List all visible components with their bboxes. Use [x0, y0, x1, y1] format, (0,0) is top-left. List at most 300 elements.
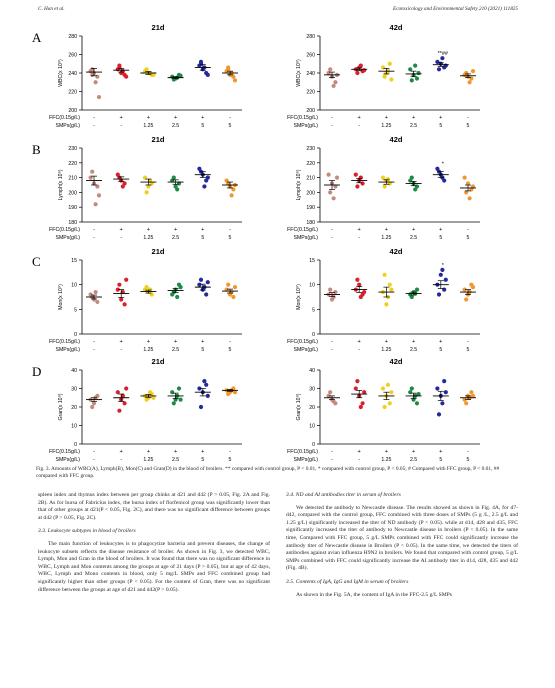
panel-c-42d-smps-mark: -: [358, 347, 361, 353]
panel-a-42d-data-point: [362, 68, 366, 72]
panel-a-21d-smps-label: SMPs(g/L): [55, 123, 80, 129]
panel-a-21d-data-point: [124, 75, 128, 79]
panel-b-42d-ffc-mark: +: [411, 227, 416, 233]
panel-c-21d-data-point: [206, 280, 210, 284]
panel-d-42d-y-tick-label: 10: [309, 423, 315, 430]
panel-d-42d-data-point: [440, 401, 444, 405]
panel-c-21d-smps-mark: 1.25: [143, 347, 154, 353]
panel-d-42d-ffc-mark: -: [467, 449, 469, 455]
panel-b-42d-ffc-mark: -: [331, 227, 333, 233]
panel-a-21d-y-tick-label: 200: [68, 108, 77, 114]
panel-b-42d-y-tick-label: 180: [306, 220, 315, 226]
panel-d-42d-y-tick-label: 20: [309, 405, 315, 411]
panel-d-42d-data-point: [381, 386, 385, 390]
panel-b-21d-data-point: [172, 176, 176, 180]
panel-a-42d-data-point: [388, 62, 392, 66]
panel-c-42d-y-tick-label: 0: [312, 332, 315, 338]
panel-c-42d-ffc-mark: +: [411, 339, 416, 345]
panel-c-21d-data-point: [231, 295, 235, 299]
panel-b-42d-data-point: [355, 184, 359, 188]
panel-b-21d-ffc-mark: -: [229, 227, 231, 233]
panel-d-21d-y-tick-label: 30: [71, 386, 77, 393]
panel-a-42d-data-point: [408, 67, 412, 71]
panel-b-42d-title: 42d: [389, 135, 403, 144]
panel-d-21d-ffc-mark: +: [201, 449, 205, 455]
panel-d-21d-y-tick-label: 20: [71, 405, 77, 411]
panel-d-42d-ffc-mark: +: [439, 449, 443, 455]
panel-a-42d-title: 42d: [389, 23, 403, 32]
panel-a-42d-ffc-label: FFC(0.15g/L): [287, 115, 318, 121]
panel-c-21d-data-point: [94, 290, 98, 294]
panel-d-42d-data-point: [415, 401, 419, 405]
panel-a-21d-y-tick-label: 260: [68, 52, 77, 59]
panel-a-42d-smps-mark: -: [358, 123, 361, 129]
panel-d-21d-y-tick-label: 0: [74, 442, 77, 448]
panel-d-42d-data-point: [386, 383, 390, 387]
panel-d-42d-smps-mark: -: [331, 457, 333, 463]
panel-d-42d-smps-mark: 1.25: [381, 457, 392, 463]
panel-b-42d-ffc-mark: +: [357, 227, 361, 233]
panel-a-42d-smps-label: SMPs(g/L): [293, 123, 318, 129]
panel-a-42d-data-point: [383, 75, 387, 79]
panel-d-42d-ffc-mark: +: [411, 449, 416, 455]
panel-b-42d-data-point: [463, 176, 467, 180]
panel-d-21d-smps-mark: 2.5: [171, 457, 180, 463]
panel-c-21d-ffc-mark: +: [146, 339, 151, 345]
panel-b-42d-data-point: [327, 173, 331, 177]
panel-d-42d-ffc-mark: +: [357, 449, 361, 455]
panel-a-42d-y-tick-label: 200: [306, 108, 315, 114]
panel-d-21d-data-point: [226, 392, 230, 396]
panel-d-42d-data-point: [410, 386, 414, 390]
panel-d-42d-data-point: [469, 390, 473, 394]
panel-a-21d-data-point: [206, 73, 210, 77]
panel-a-42d-y-tick-label: 220: [306, 89, 315, 96]
panel-a-21d-data-point: [95, 75, 99, 79]
panel-b-42d-data-point: [413, 187, 417, 191]
panel-c-42d-data-point: [362, 290, 366, 294]
panel-d-21d-data-point: [148, 390, 152, 394]
panel-c-42d-ffc-mark: +: [384, 339, 389, 345]
panel-c-21d-ffc-mark: -: [93, 339, 95, 345]
panel-c-21d-data-point: [95, 300, 99, 304]
panel-d-21d-data-point: [202, 379, 206, 383]
panel-d-21d-smps-mark: 5: [201, 457, 205, 463]
panel-c-21d-data-point: [119, 297, 123, 301]
panel-a-42d-smps-mark: 2.5: [409, 123, 418, 129]
panel-d-42d-smps-mark: 5: [439, 457, 443, 463]
panel-d-42d-data-point: [444, 390, 448, 394]
panel-b-42d-data-point: [361, 181, 365, 185]
panel-c-21d-smps-mark: 5: [201, 347, 205, 353]
panel-b-21d-smps-label: SMPs(g/L): [55, 235, 80, 241]
panel-b-21d-ffc-mark: +: [201, 227, 205, 233]
panel-c-42d-y-tick-label: 5: [312, 307, 315, 314]
panel-c-42d-y-label: Mon(x 10⁹): [296, 284, 302, 310]
panel-b-42d-y-tick-label: 190: [306, 205, 315, 212]
panel-c-42d-y-tick-label: 15: [309, 258, 315, 264]
panel-b-21d-smps-mark: 1.25: [143, 235, 154, 241]
panel-a-42d-data-point: [469, 76, 473, 80]
panel-c-42d-data-point: [328, 288, 332, 292]
panel-c-42d-smps-mark: 5: [439, 347, 443, 353]
panel-b-21d-y-tick-label: 210: [68, 175, 77, 182]
panel-d-42d-y-label: Gran(x 10⁹): [296, 393, 302, 421]
panel-b-21d-ffc-label: FFC(0.15g/L): [49, 227, 80, 233]
panel-c-21d-smps-mark: 5: [228, 347, 232, 353]
panel-b-42d-ffc-label: FFC(0.15g/L): [287, 227, 318, 233]
panel-c-21d-y-tick-label: 15: [71, 258, 77, 264]
panel-c-42d-title: 42d: [389, 247, 403, 256]
panel-b-21d-y-tick-label: 220: [68, 160, 77, 167]
panel-d-21d-data-point: [206, 394, 210, 398]
panel-a-21d-smps-mark: -: [93, 123, 95, 129]
panel-b-42d-y-tick-label: 200: [306, 190, 315, 197]
panel-d-21d-data-point: [145, 398, 149, 402]
panel-a-42d-ffc-mark: +: [439, 115, 443, 121]
panel-b-42d-smps-mark: 5: [439, 235, 443, 241]
panel-b-42d-data-point: [328, 190, 332, 194]
panel-c-42d-data-point: [471, 285, 475, 289]
panel-a-42d-data-point: [410, 78, 414, 82]
panel-d-21d-data-point: [204, 383, 208, 387]
panel-c-21d-data-point: [197, 283, 201, 287]
panel-c-21d-y-tick-label: 5: [74, 307, 77, 314]
figure-caption: [36, 466, 518, 480]
panel-b-21d-data-point: [94, 202, 98, 206]
panel-b-42d-y-tick-label: 230: [306, 146, 315, 152]
panel-c-42d-data-point: [384, 302, 388, 306]
panel-c-21d-data-point: [124, 278, 128, 282]
panel-d-21d-smps-mark: -: [93, 457, 95, 463]
figure-3-chart-svg: [30, 18, 520, 466]
panel-d-42d-ffc-mark: +: [384, 449, 389, 455]
panel-d-21d-smps-mark: 5: [228, 457, 232, 463]
panel-a-21d-smps-mark: 5: [228, 123, 232, 129]
panel-c-21d-data-point: [233, 285, 237, 289]
panel-a-21d-data-point: [97, 95, 101, 99]
panel-c-42d-data-point: [442, 288, 446, 292]
panel-d-42d-data-point: [442, 379, 446, 383]
panel-c-42d-y-tick-label: 10: [309, 282, 315, 289]
right-column-body-paragraph-2: As shown in the Fig. 5A, the content of IgA in the FFC-2.5 g/L SMPs: [296, 591, 452, 598]
panel-c-42d-ffc-mark: -: [467, 339, 469, 345]
panel-a-21d-data-point: [233, 78, 237, 82]
panel-d-42d-y-tick-label: 30: [309, 386, 315, 393]
panel-b-42d-ffc-mark: +: [439, 227, 443, 233]
panel-b-21d-smps-mark: 5: [201, 235, 205, 241]
panel-b-42d-data-point: [354, 173, 358, 177]
left-text-column: [38, 492, 270, 594]
panel-letter-a: A: [32, 30, 42, 45]
panel-a-42d-data-point: [413, 64, 417, 68]
panel-b-42d-y-label: Lymph(x 10⁹): [296, 169, 302, 201]
panel-a-21d-ffc-mark: +: [201, 115, 205, 121]
panel-a-42d-data-point: [333, 80, 337, 84]
panel-d-42d-data-point: [355, 379, 359, 383]
panel-a-42d-smps-mark: -: [331, 123, 333, 129]
panel-a-42d-data-point: [468, 80, 472, 84]
panel-d-42d-y-tick-label: 0: [312, 442, 315, 448]
panel-a-21d-y-tick-label: 220: [68, 89, 77, 96]
panel-d-21d-data-point: [123, 401, 127, 405]
panel-c-42d-data-point: [359, 295, 363, 299]
panel-d-42d-data-point: [332, 399, 336, 403]
panel-a-42d-data-point: [328, 67, 332, 71]
figure-caption-label: Fig. 3.: [36, 466, 50, 472]
panel-b-42d-ffc-mark: -: [467, 227, 469, 233]
panel-a-42d-y-tick-label: 240: [306, 71, 315, 77]
panel-d-21d-data-point: [199, 405, 203, 409]
panel-c-21d-data-point: [117, 283, 121, 287]
panel-d-42d-data-point: [328, 390, 332, 394]
panel-d-42d-data-point: [383, 405, 387, 409]
panel-b-21d-data-point: [206, 176, 210, 180]
panel-c-42d-ffc-mark: +: [357, 339, 361, 345]
panel-a-21d-smps-mark: 1.25: [143, 123, 154, 129]
panel-a-42d-smps-mark: 5: [439, 123, 443, 129]
panel-c-21d-ffc-mark: +: [173, 339, 178, 345]
panel-c-21d-y-tick-label: 10: [71, 282, 77, 289]
panel-b-21d-data-point: [230, 193, 234, 197]
panel-b-21d-y-tick-label: 180: [68, 220, 77, 226]
panel-c-42d-significance-mark: *: [441, 262, 444, 269]
panel-b-42d-smps-mark: 1.25: [381, 235, 392, 241]
panel-a-42d-y-label: WBC(x 10⁹): [296, 59, 302, 87]
panel-d-21d-data-point: [116, 390, 120, 394]
panel-b-42d-smps-mark: 2.5: [409, 235, 418, 241]
panel-letter-b: B: [32, 142, 41, 157]
left-column-intro-paragraph: spleen index and thymus index between per group chinks at d21 and d42 (P > 0.05, Fig. 2A and Fig. 2B). As for bursa of Fabricius index, the bursa index of florfenicol group was significantly lower than that of other groups at d21(P < 0.05, Fig. 2C), and there was no significant difference between groups at d42 (P > 0.05, Fig. 2C).: [38, 492, 270, 521]
panel-b-21d-smps-mark: 5: [228, 235, 232, 241]
panel-d-42d-data-point: [389, 390, 393, 394]
panel-b-21d-smps-mark: -: [120, 235, 123, 241]
panel-c-42d-data-point: [410, 295, 414, 299]
panel-a-42d-ffc-mark: -: [331, 115, 333, 121]
panel-a-42d-ffc-mark: +: [357, 115, 361, 121]
panel-c-21d-ffc-label: FFC(0.15g/L): [49, 339, 80, 345]
panel-a-42d-ffc-mark: +: [411, 115, 416, 121]
panel-a-21d-ffc-mark: -: [93, 115, 95, 121]
panel-c-42d-smps-label: SMPs(g/L): [293, 347, 318, 353]
panel-d-21d-data-point: [172, 401, 176, 405]
panel-c-21d-title: 21d: [151, 247, 165, 256]
panel-d-21d-data-point: [92, 401, 96, 405]
panel-d-42d-data-point: [437, 412, 441, 416]
panel-d-21d-title: 21d: [151, 357, 165, 366]
panel-a-42d-significance-mark: **##: [437, 51, 449, 58]
panel-d-42d-data-point: [359, 405, 363, 409]
panel-b-42d-data-point: [335, 176, 339, 180]
panel-a-42d-data-point: [381, 65, 385, 69]
panel-a-21d-y-label: WBC(x 10⁹): [58, 59, 64, 87]
panel-d-21d-smps-mark: -: [120, 457, 123, 463]
panel-letter-c: C: [32, 254, 41, 269]
panel-c-21d-data-point: [226, 283, 230, 287]
section-heading-3-5: 3.5. Contents of IgA, IgG and IgM in serum of broilers: [286, 578, 409, 585]
panel-a-42d-data-point: [359, 64, 363, 68]
panel-c-21d-data-point: [204, 292, 208, 296]
panel-c-42d-smps-mark: 5: [466, 347, 470, 353]
panel-b-21d-y-label: Lymph(x 10⁹): [58, 169, 64, 201]
panel-d-21d-data-point: [177, 386, 181, 390]
right-column-body-paragraph-1: We detected the antibody to Newcastle disease. The results showed as shown in Fig. 4A, for d7-d42, compared with the control group, FFC combined with three doses of SMPs (5 g /L, 2.5 g/L and 1.25 g/L) significantly increased the titer of ND antibody (P < 0.05). while at d14, d28 and d35, FFC significantly increased the titer of antibody to Newcastle disease in broilers (P < 0.05). In the same time, Compared with FFC group, 5 g/L SMPs combined with FFC could significantly increase the antibody titer of Newcastle disease in Broilers (P < 0.05). In the same time, we detected the titers of antibodies against avian influenza H9N2 in broilers. We found that compared with control group, 5 g/L SMPs combined with FFC could significantly increase the AI antibody titer in d14, d28, d35 and d42 (Fig. 4B).: [286, 504, 518, 572]
panel-b-42d-smps-label: SMPs(g/L): [293, 235, 318, 241]
panel-d-21d-smps-mark: 1.25: [143, 457, 154, 463]
panel-c-21d-y-label: Mon(x 10⁹): [58, 284, 64, 310]
figure-3-scatter-panels: [30, 18, 520, 486]
panel-c-42d-data-point: [355, 278, 359, 282]
panel-a-42d-data-point: [471, 69, 475, 73]
panel-b-21d-data-point: [175, 187, 179, 191]
panel-a-21d-smps-mark: 5: [201, 123, 205, 129]
panel-d-42d-smps-mark: 2.5: [409, 457, 418, 463]
panel-c-21d-data-point: [179, 285, 183, 289]
panel-b-42d-data-point: [332, 196, 336, 200]
panel-a-21d-smps-mark: 2.5: [171, 123, 180, 129]
panel-d-21d-ffc-mark: +: [146, 449, 151, 455]
panel-a-21d-ffc-label: FFC(0.15g/L): [49, 115, 80, 121]
panel-b-21d-data-point: [97, 193, 101, 197]
panel-a-21d-y-tick-label: 240: [68, 71, 77, 77]
section-heading-3-4: 3.4. ND and AI antibodies titer in serum of broilers: [286, 492, 401, 498]
panel-c-21d-y-tick-label: 0: [74, 332, 77, 338]
panel-a-42d-data-point: [355, 71, 359, 75]
panel-b-42d-data-point: [383, 184, 387, 188]
panel-c-42d-data-point: [383, 273, 387, 277]
panel-c-21d-ffc-mark: -: [229, 339, 231, 345]
panel-a-42d-data-point: [417, 71, 421, 75]
panel-c-42d-data-point: [437, 292, 441, 296]
panel-a-42d-ffc-mark: +: [384, 115, 389, 121]
panel-c-21d-ffc-mark: +: [201, 339, 205, 345]
section-heading-3-3: 3.3. Leukocyte subtypes in blood of broilers: [38, 528, 136, 535]
panel-b-21d-ffc-mark: +: [173, 227, 178, 233]
panel-a-21d-data-point: [145, 67, 149, 71]
panel-a-42d-smps-mark: 1.25: [381, 123, 392, 129]
panel-d-21d-ffc-mark: +: [119, 449, 123, 455]
panel-a-42d-y-tick-label: 260: [306, 52, 315, 59]
figure-caption-text: Amounts of WBC(A), Lymph(B), Mon(C) and Gran(D) in the blood of broilers. ** compared with control group, P < 0.01, * compared with control group, P < 0.05; # Compared with FFC group, P < 0.01, ## compared with FFC group.: [36, 466, 500, 479]
panel-c-42d-ffc-mark: +: [439, 339, 443, 345]
panel-d-42d-y-tick-label: 40: [309, 368, 315, 374]
panel-c-42d-data-point: [439, 273, 443, 277]
panel-c-21d-data-point: [145, 285, 149, 289]
panel-a-21d-title: 21d: [151, 23, 165, 32]
panel-c-42d-data-point: [333, 290, 337, 294]
panel-c-21d-data-point: [123, 302, 127, 306]
panel-b-42d-significance-mark: *: [441, 161, 444, 168]
panel-d-42d-title: 42d: [389, 357, 403, 366]
panel-a-42d-data-point: [444, 64, 448, 68]
panel-b-21d-title: 21d: [151, 135, 165, 144]
panel-b-21d-ffc-mark: -: [93, 227, 95, 233]
panel-c-42d-smps-mark: 2.5: [409, 347, 418, 353]
panel-b-42d-y-tick-label: 210: [306, 175, 315, 182]
panel-d-42d-ffc-label: FFC(0.15g/L): [287, 449, 318, 455]
panel-a-21d-data-point: [231, 75, 235, 79]
panel-b-21d-data-point: [90, 170, 94, 174]
panel-c-21d-smps-label: SMPs(g/L): [55, 347, 80, 353]
panel-c-21d-smps-mark: -: [120, 347, 123, 353]
panel-d-21d-ffc-mark: -: [229, 449, 231, 455]
panel-d-21d-data-point: [124, 386, 128, 390]
panel-a-42d-data-point: [332, 84, 336, 88]
panel-d-21d-y-label: Gran(x 10⁹): [58, 393, 64, 421]
panel-a-21d-ffc-mark: -: [229, 115, 231, 121]
panel-c-21d-smps-mark: -: [93, 347, 95, 353]
panel-c-21d-smps-mark: 2.5: [171, 347, 180, 353]
panel-c-42d-ffc-mark: -: [331, 339, 333, 345]
panel-c-21d-ffc-mark: +: [119, 339, 123, 345]
panel-c-21d-data-point: [175, 295, 179, 299]
panel-b-42d-y-tick-label: 220: [306, 160, 315, 167]
panel-b-42d-data-point: [468, 196, 472, 200]
panel-d-42d-ffc-mark: -: [331, 449, 333, 455]
panel-a-21d-data-point: [117, 64, 121, 68]
panel-a-42d-ffc-mark: -: [467, 115, 469, 121]
right-text-column: [286, 492, 518, 599]
panel-d-21d-ffc-mark: -: [93, 449, 95, 455]
panel-a-21d-data-point: [94, 80, 98, 84]
panel-c-42d-data-point: [357, 283, 361, 287]
panel-b-21d-data-point: [202, 184, 206, 188]
panel-b-42d-data-point: [410, 176, 414, 180]
panel-c-42d-data-point: [388, 283, 392, 287]
panel-d-42d-data-point: [388, 401, 392, 405]
panel-d-21d-y-tick-label: 40: [71, 368, 77, 374]
panel-b-42d-smps-mark: 5: [466, 235, 470, 241]
panel-b-21d-ffc-mark: +: [146, 227, 151, 233]
panel-d-42d-data-point: [361, 401, 365, 405]
panel-d-21d-smps-label: SMPs(g/L): [55, 457, 80, 463]
panel-b-21d-y-tick-label: 200: [68, 190, 77, 197]
panel-b-21d-y-tick-label: 190: [68, 205, 77, 212]
panel-d-21d-data-point: [170, 390, 174, 394]
panel-d-21d-ffc-mark: +: [173, 449, 178, 455]
running-header-authors: C. Han et al.: [38, 6, 65, 12]
panel-a-42d-data-point: [437, 67, 441, 71]
panel-a-21d-ffc-mark: +: [146, 115, 151, 121]
panel-b-21d-data-point: [145, 190, 149, 194]
panel-d-42d-data-point: [435, 386, 439, 390]
panel-b-42d-smps-mark: -: [358, 235, 361, 241]
panel-a-21d-ffc-mark: +: [119, 115, 123, 121]
panel-d-42d-data-point: [408, 390, 412, 394]
panel-b-42d-data-point: [381, 176, 385, 180]
panel-d-42d-smps-label: SMPs(g/L): [293, 457, 318, 463]
panel-c-42d-ffc-label: FFC(0.15g/L): [287, 339, 318, 345]
panel-a-42d-data-point: [389, 77, 393, 81]
panel-b-21d-y-tick-label: 230: [68, 146, 77, 152]
panel-d-21d-ffc-label: FFC(0.15g/L): [49, 449, 80, 455]
panel-c-42d-data-point: [464, 297, 468, 301]
panel-c-42d-data-point: [389, 288, 393, 292]
panel-d-42d-smps-mark: -: [358, 457, 361, 463]
panel-d-42d-data-point: [354, 386, 358, 390]
panel-d-21d-y-tick-label: 10: [71, 423, 77, 430]
panel-a-42d-data-point: [415, 76, 419, 80]
panel-c-42d-data-point: [444, 278, 448, 282]
panel-a-42d-y-tick-label: 280: [306, 34, 315, 40]
panel-b-21d-smps-mark: 2.5: [171, 235, 180, 241]
panel-b-21d-ffc-mark: +: [119, 227, 123, 233]
left-column-body-paragraph: The main function of leukocytes is to phagocytize bacteria and prevent diseases, the change of leukocyte subsets reflects the disease resistance of broiler. As shown in Fig. 3, we detected WBC, Lymph, Mon and Gran in the blood of broilers. It was found that there was no significant difference in WBC, Lymph and Mon contents among the groups at age of 21 days (P > 0.05), but at age of 42 days, WBC, Lymph and Mono contents in blood, only 5 mg/L SMPs and FFC combined group had significantly higher than other groups (P < 0.05). For the content of Gran, there was no significant difference between the groups at age of d21 and d42(P > 0.05).: [38, 540, 270, 593]
panel-c-21d-data-point: [199, 278, 203, 282]
panel-a-21d-smps-mark: -: [120, 123, 123, 129]
panel-d-21d-data-point: [90, 405, 94, 409]
panel-letter-d: D: [32, 364, 42, 379]
